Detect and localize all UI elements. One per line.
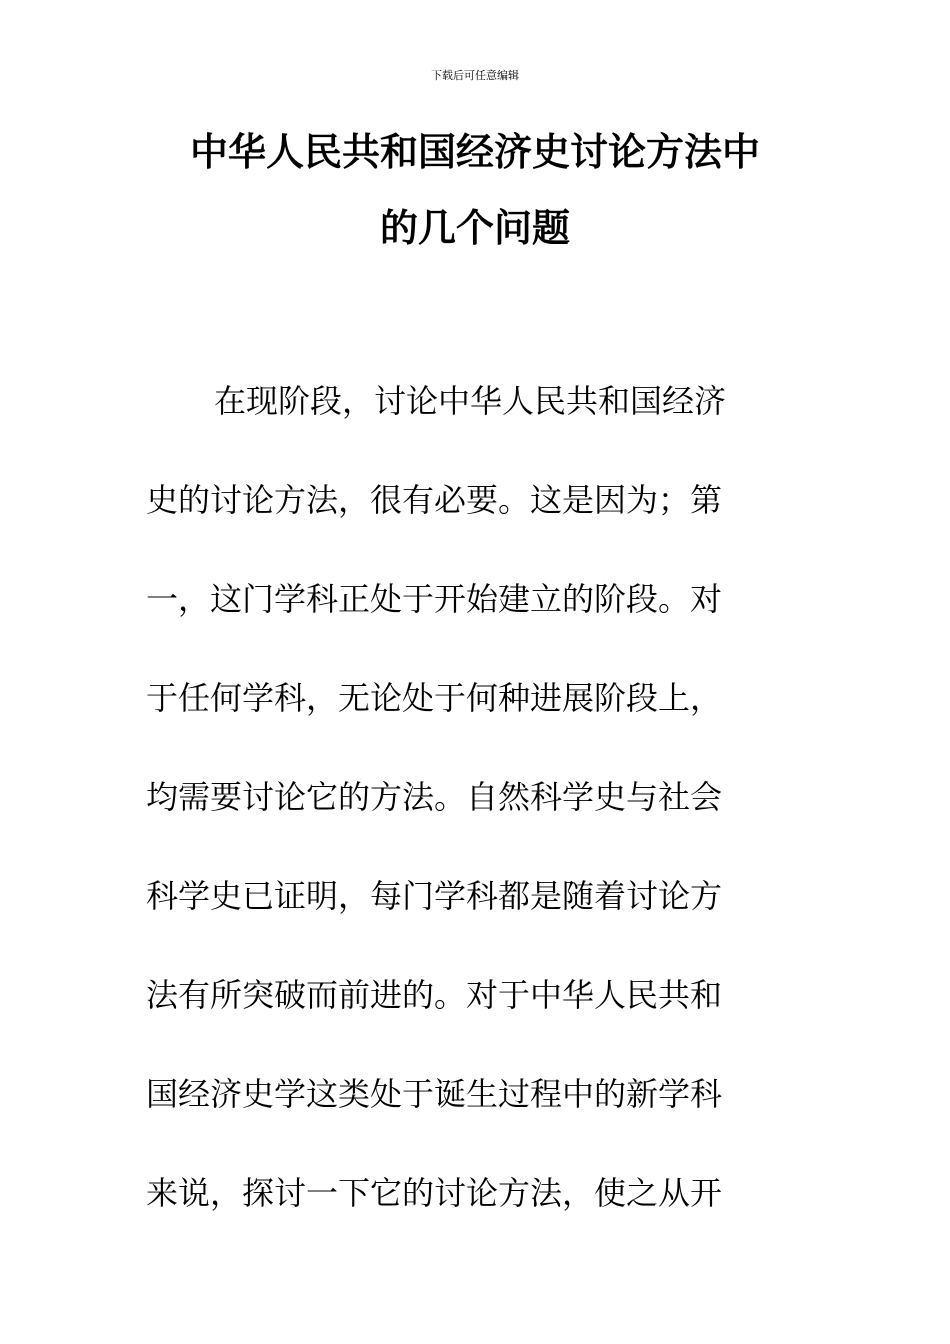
body-line-2: 史的讨论方法，很有必要。这是因为；第 bbox=[146, 481, 723, 519]
body-line-7: 法有所突破而前进的。对于中华人民共和 bbox=[146, 976, 723, 1014]
document-title-line-1: 中华人民共和国经济史讨论方法中 bbox=[189, 130, 760, 174]
body-line-9: 来说，探讨一下它的讨论方法，使之从开 bbox=[146, 1174, 723, 1212]
body-line-4: 于任何学科，无论处于何种进展阶段上， bbox=[146, 679, 723, 717]
document-title-line-2: 的几个问题 bbox=[379, 206, 570, 250]
header-note: 下载后可任意编辑 bbox=[431, 69, 519, 82]
body-line-6: 科学史已证明，每门学科都是随着讨论方 bbox=[146, 877, 723, 915]
body-line-5: 均需要讨论它的方法。自然科学史与社会 bbox=[146, 778, 723, 816]
body-line-3: 一，这门学科正处于开始建立的阶段。对 bbox=[146, 580, 723, 618]
body-line-8: 国经济史学这类处于诞生过程中的新学科 bbox=[146, 1075, 723, 1113]
body-line-1: 在现阶段，讨论中华人民共和国经济 bbox=[214, 382, 727, 420]
